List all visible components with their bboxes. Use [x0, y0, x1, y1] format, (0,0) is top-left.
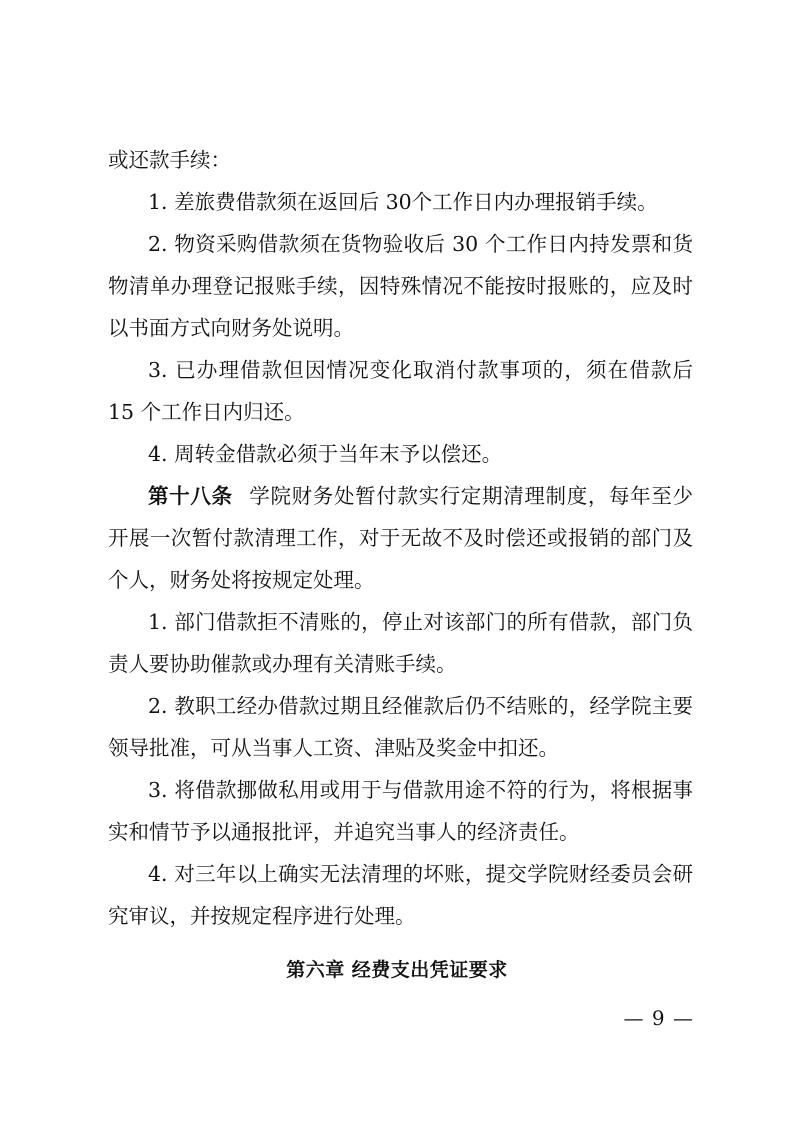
text-line: 4. 周转金借款必须于当年末予以偿还。	[148, 442, 503, 466]
article-eighteen-line	[148, 482, 693, 510]
text-line: 3. 将借款挪做私用或用于与借款用途不符的行为，将根据事	[148, 778, 693, 802]
text-line: 1. 差旅费借款须在返回后 30个工作日内办理报销手续。	[148, 190, 658, 214]
text-line: 究审议，并按规定程序进行处理。	[108, 904, 416, 928]
text-line: 责人要协助催款或办理有关清账手续。	[108, 652, 457, 676]
text-line: 3. 已办理借款但因情况变化取消付款事项的，须在借款后	[148, 358, 693, 382]
text-line: 1. 部门借款拒不清账的，停止对该部门的所有借款，部门负	[148, 610, 693, 634]
text-line: 领导批准，可从当事人工资、津贴及奖金中扣还。	[108, 736, 559, 760]
text-line: 2. 物资采购借款须在货物验收后 30 个工作日内持发票和货	[148, 232, 693, 256]
text-line: 2. 教职工经办借款过期且经催款后仍不结账的，经学院主要	[148, 694, 693, 718]
text-line: 以书面方式向财务处说明。	[108, 316, 354, 340]
article-text: 学院财务处暂付款实行定期清理制度，每年至少	[248, 484, 693, 508]
text-line: 个人，财务处将按规定处理。	[108, 568, 375, 592]
text-line: 物清单办理登记报账手续，因特殊情况不能按时报账的，应及时	[108, 274, 693, 298]
text-line: 4. 对三年以上确实无法清理的坏账，提交学院财经委员会研	[148, 862, 693, 886]
page-number: — 9 —	[623, 1006, 694, 1030]
text-line: 实和情节予以通报批评，并追究当事人的经济责任。	[108, 820, 580, 844]
text-line: 开展一次暂付款清理工作，对于无故不及时偿还或报销的部门及	[108, 526, 693, 550]
text-line: 15 个工作日内归还。	[108, 400, 305, 424]
article-label: 第十八条	[148, 484, 233, 508]
text-line: 或还款手续：	[108, 148, 231, 172]
chapter-heading: 第六章 经费支出凭证要求	[286, 959, 508, 981]
